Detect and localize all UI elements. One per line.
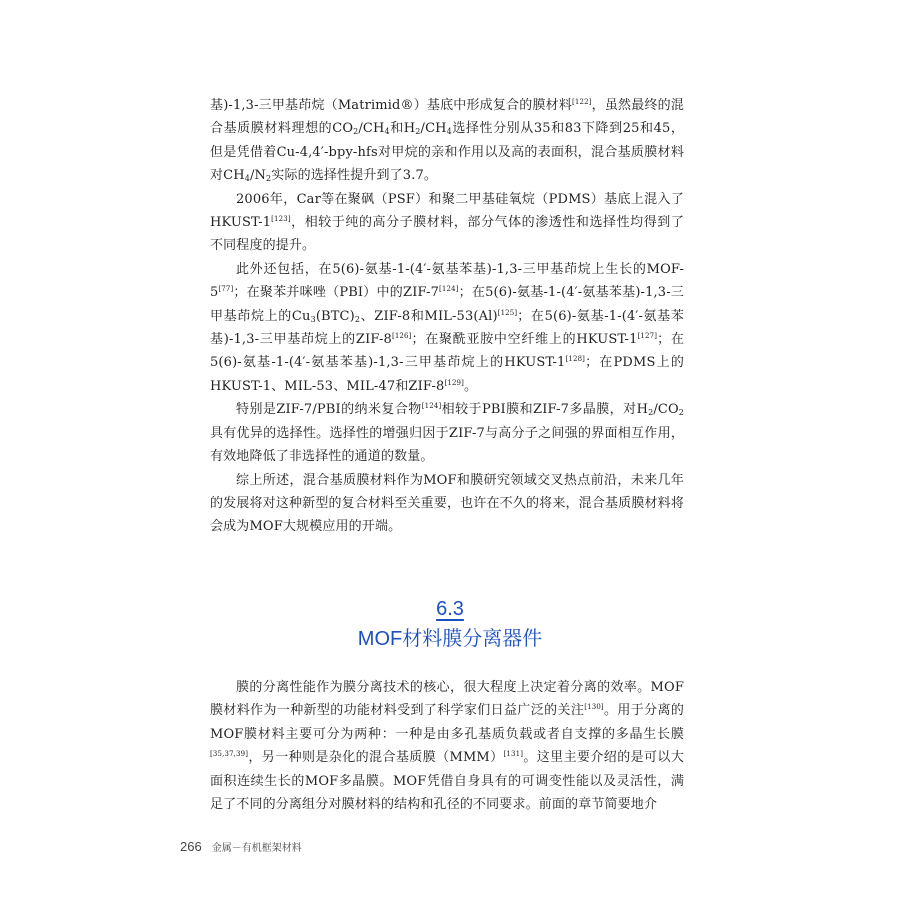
paragraph: 特别是ZIF-7/PBI的纳米复合物[124]相较于PBI膜和ZIF-7多晶膜，对$H_2/CO_2$具有优异的选择性。选择性的增强归因于ZIF-7与高分子之间强的界面相互作用，有效地降低了非选择性的通道的数量。: [210, 402, 684, 465]
paragraph: 2006年，Car等在聚砜（PSF）和聚二甲基硅氧烷（PDMS）基底上混入了HKUST-1[123]，相较于纯的高分子膜材料，部分气体的渗透性和选择性均得到了不同程度的提升。: [210, 191, 684, 254]
page-number: 266: [180, 839, 202, 854]
section-title: MOF材料膜分离器件: [357, 628, 543, 650]
page-footer: [180, 838, 302, 856]
paragraph: 此外还包括，在5(6)-氨基-1-(4′-氨基苯基)-1,3-三甲基茚烷上生长的MOF-5[77]；在聚苯并咪唑（PBI）中的ZIF-7[124]；在5(6)-氨基-1-(4′-氨基苯基)-1,3-三甲基茚烷上的$Cu_3(BTC)_2$、ZIF-8和MIL-53(Al)[125]；在5(6)-氨基-1-(4′-氨基苯基)-1,3-三甲基茚烷上的ZIF-8[126]；在聚酰亚胺中空纤维上的HKUST-1[127]；在5(6)-氨基-1-(4′-氨基苯基)-1,3-三甲基茚烷上的HKUST-1[128]；在PDMS上的HKUST-1、MIL-53、MIL-47和ZIF-8[129]。: [210, 261, 684, 394]
book-title: 金属－有机框架材料: [211, 843, 302, 854]
section-number-text: 6.3: [436, 598, 464, 620]
paragraph: 基)-1,3-三甲基茚烷（Matrimid®）基底中形成复合的膜材料[122]，虽然最终的混合基质膜材料理想的$CO_2/CH_4$和$H_2/CH_4$选择性分别从35和83下降到25和45，但是凭借着Cu-4,4′-bpy-hfs对甲烷的亲和作用以及高的表面积，混合基质膜材料对$CH_4/N_2$实际的选择性提升到了3.7。: [210, 98, 685, 184]
paragraph: 膜的分离性能作为膜分离技术的核心，很大程度上决定着分离的效率。MOF膜材料作为一种新型的功能材料受到了科学家们日益广泛的关注[130]。用于分离的MOF膜材料主要可分为两种：一种是由多孔基质负载或者自支撑的多晶生长膜[35,37,39]，另一种则是杂化的混合基质膜（MMM）[131]。这里主要介绍的是可以大面积连续生长的MOF多晶膜。MOF凭借自身具有的可调变性能以及灵活性，满足了不同的分离组分对膜材料的结构和孔径的不同要求。前面的章节简要地介: [210, 680, 685, 813]
top-text-block: [210, 94, 684, 539]
paragraph: 综上所述，混合基质膜材料作为MOF和膜研究领域交叉热点前沿，未来几年的发展将对这种新型的复合材料至关重要，也许在不久的将来，混合基质膜材料将会成为MOF大规模应用的开端。: [210, 472, 684, 535]
bottom-text-block: [210, 676, 684, 816]
section-number: [0, 596, 900, 622]
